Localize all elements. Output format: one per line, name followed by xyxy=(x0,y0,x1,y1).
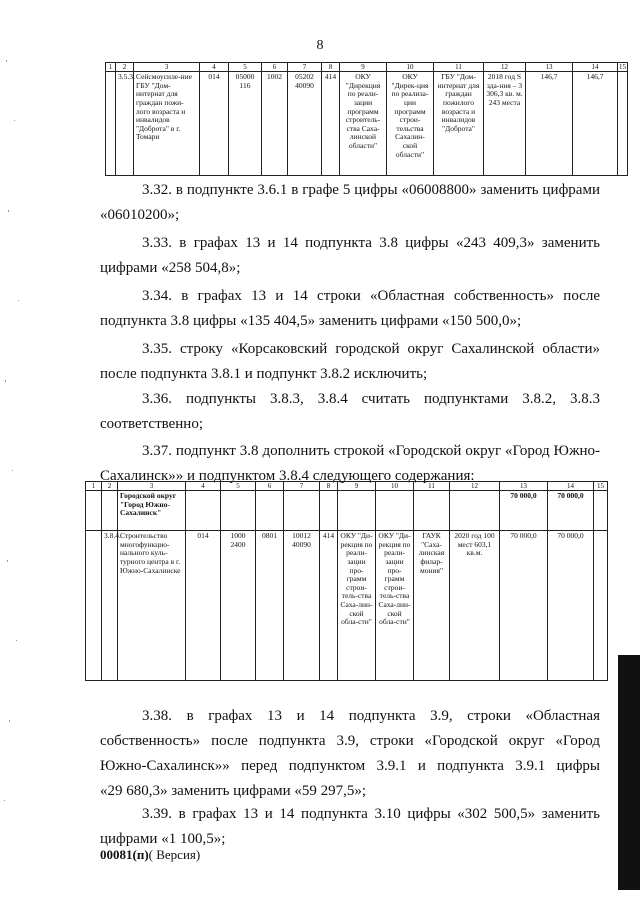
text-line: «06010200»; xyxy=(100,207,180,223)
scan-edge-bar xyxy=(618,655,640,890)
document-footer xyxy=(100,847,200,863)
cell-col5: 05000 116 xyxy=(229,72,262,176)
header-cell: 1 xyxy=(106,63,116,72)
cell-subitem-number: 3.8.4. xyxy=(102,531,118,681)
document-version: ( Версия) xyxy=(148,847,201,862)
header-cell: 11 xyxy=(414,482,450,491)
paragraph-3-36 xyxy=(100,387,600,437)
header-cell: 9 xyxy=(340,63,387,72)
header-cell: 6 xyxy=(256,482,284,491)
header-cell: 6 xyxy=(262,63,288,72)
header-cell: 15 xyxy=(619,63,626,71)
cell-empty xyxy=(414,491,450,531)
cell-group-name: Городской округ "Город Южно-Сахалинск" xyxy=(118,491,186,531)
text-line: цифрами «1 100,5»; xyxy=(100,831,226,847)
cell-col14: 146,7 xyxy=(573,72,618,176)
cell-empty xyxy=(376,491,414,531)
header-cell: 9 xyxy=(338,482,376,491)
cell-empty xyxy=(102,491,118,531)
text-line: Южно-Сахалинск»» перед подпунктом 3.9.1 и подпункта 3.9.1 цифры xyxy=(100,758,600,774)
header-cell: 14 xyxy=(573,63,618,72)
cell-col12: 2020 год 100 мест 603,1 кв.м. xyxy=(450,531,500,681)
paragraph-3-38 xyxy=(100,704,600,804)
text-line: 3.35. строку «Корсаковский городской округ Сахалинской области» xyxy=(142,341,600,357)
cell-col4: 014 xyxy=(200,72,229,176)
cell-empty xyxy=(221,491,256,531)
header-cell: 8 xyxy=(322,63,340,72)
cell-col10: ОКУ "Ди-рекция по реали-зации про-грамм строи-тель-ства Саха-лин-ской обла-сти" xyxy=(376,531,414,681)
header-cell: 15 xyxy=(594,482,608,491)
header-cell: 10 xyxy=(376,482,414,491)
header-cell: 3 xyxy=(134,63,200,72)
text-line: 3.34. в графах 13 и 14 строки «Областная собственность» после xyxy=(142,288,600,304)
table-subitem-3-8-4 xyxy=(85,481,608,681)
cell-col12: 2018 год S зда-ния – 3 306,3 кв. м. 243 места xyxy=(484,72,526,176)
cell-group-col13: 70 000,0 xyxy=(500,491,548,531)
cell-col4: 014 xyxy=(186,531,221,681)
text-line: 3.33. в графах 13 и 14 подпункта 3.8 цифры «243 409,3» заменить xyxy=(142,235,600,251)
cell-col13: 146,7 xyxy=(526,72,573,176)
paragraph-3-33 xyxy=(100,231,600,281)
table-row xyxy=(86,531,608,681)
text-line: 3.32. в подпункте 3.6.1 в графе 5 цифры «06008800» заменить цифрами xyxy=(142,182,600,198)
text-line: «29 680,3» заменить цифрами «59 297,5»; xyxy=(100,783,367,799)
cell-empty xyxy=(256,491,284,531)
cell-empty xyxy=(86,531,102,681)
table-subitem-3-5-3 xyxy=(105,62,628,176)
cell-empty xyxy=(594,491,608,531)
header-cell: 2 xyxy=(116,63,134,72)
text-line: Сахалинск»» и подпунктом 3.8.4 следующего содержания: xyxy=(100,468,475,484)
text-line: 3.39. в графах 13 и 14 подпункта 3.10 цифры «302 500,5» заменить xyxy=(142,806,600,822)
cell-col13: 70 000,0 xyxy=(500,531,548,681)
header-cell: 12 xyxy=(484,63,526,72)
header-cell: 10 xyxy=(387,63,434,72)
text-line: цифрами «258 504,8»; xyxy=(100,260,241,276)
cell-object-name: Сейсмоусиле-ние ГБУ "Дом-интернат для граждан пожи-лого возраста и инвалидов "Доброта" в г. Томари xyxy=(134,72,200,176)
cell-col9: ОКУ "Дирекция по реали-зации программ строитель-ства Саха-линской области" xyxy=(340,72,387,176)
cell-col9: ОКУ "Ди-рекция по реали-зации про-грамм строи-тель-ства Саха-лин-ской обла-сти" xyxy=(338,531,376,681)
header-cell: 12 xyxy=(450,482,500,491)
cell-empty xyxy=(450,491,500,531)
cell-col8: 414 xyxy=(320,531,338,681)
table-row xyxy=(106,72,628,176)
header-cell: 14 xyxy=(548,482,594,491)
paragraph-3-39 xyxy=(100,802,600,852)
text-line: после подпункта 3.8.1 и подпункт 3.8.2 исключить; xyxy=(100,366,428,382)
cell-col10: ОКУ "Дирек-ция по реализа-ции программ строи-тельства Сахалин-ской области" xyxy=(387,72,434,176)
table-group-row xyxy=(86,491,608,531)
cell-col11: ГБУ "Дом-интернат для граждан пожилого возраста и инвалидов "Доброта" xyxy=(434,72,484,176)
cell-col8: 414 xyxy=(322,72,340,176)
text-line: соответственно; xyxy=(100,416,203,432)
paragraph-3-32 xyxy=(100,178,600,228)
cell-empty xyxy=(594,531,608,681)
header-cell: 4 xyxy=(200,63,229,72)
cell-empty xyxy=(284,491,320,531)
cell-col5: 1000 2400 xyxy=(221,531,256,681)
header-cell: 7 xyxy=(284,482,320,491)
header-cell: 4 xyxy=(186,482,221,491)
cell-group-col14: 70 000,0 xyxy=(548,491,594,531)
text-line: собственность» после подпункта 3.9, строки «Городской округ «Город xyxy=(100,733,600,749)
cell-empty xyxy=(338,491,376,531)
document-code: 00081(п) xyxy=(100,847,149,862)
scan-margin-noise xyxy=(0,0,40,905)
cell-col11: ГАУК "Саха-линская филар-мония" xyxy=(414,531,450,681)
cell-col15 xyxy=(618,72,628,176)
header-cell: 8 xyxy=(320,482,338,491)
text-line: 3.38. в графах 13 и 14 подпункта 3.9, строки «Областная xyxy=(142,708,600,724)
cell-subitem-number: 3.5.3. xyxy=(116,72,134,176)
cell-empty xyxy=(186,491,221,531)
header-cell: 5 xyxy=(229,63,262,72)
cell-col7: 10012 40090 xyxy=(284,531,320,681)
table-header-row xyxy=(86,482,608,491)
paragraph-3-34 xyxy=(100,284,600,334)
text-line: 3.37. подпункт 3.8 дополнить строкой «Городской округ «Город Южно- xyxy=(142,443,600,459)
header-cell: 2 xyxy=(102,482,118,491)
cell-col1 xyxy=(106,72,116,176)
cell-col6: 1002 xyxy=(262,72,288,176)
header-cell: 13 xyxy=(526,63,573,72)
cell-empty xyxy=(320,491,338,531)
cell-object-name: Строительство многофункцио-нального куль-турного центра в г. Южно-Сахалинске xyxy=(118,531,186,681)
header-cell: 11 xyxy=(434,63,484,72)
cell-empty xyxy=(86,491,102,531)
header-cell: 1 xyxy=(86,482,102,491)
text-line: 3.36. подпункты 3.8.3, 3.8.4 считать подпунктами 3.8.2, 3.8.3 xyxy=(142,391,600,407)
cell-col6: 0801 xyxy=(256,531,284,681)
cell-col7: 05202 40090 xyxy=(288,72,322,176)
page-number: 8 xyxy=(316,38,324,53)
header-cell: 13 xyxy=(500,482,548,491)
header-cell: 7 xyxy=(288,63,322,72)
paragraph-3-35 xyxy=(100,337,600,387)
header-cell: 3 xyxy=(118,482,186,491)
table-header-row xyxy=(106,63,628,72)
text-line: подпункта 3.8 цифры «135 404,5» заменить цифрами «150 500,0»; xyxy=(100,313,522,329)
header-cell: 5 xyxy=(221,482,256,491)
cell-col14: 70 000,0 xyxy=(548,531,594,681)
